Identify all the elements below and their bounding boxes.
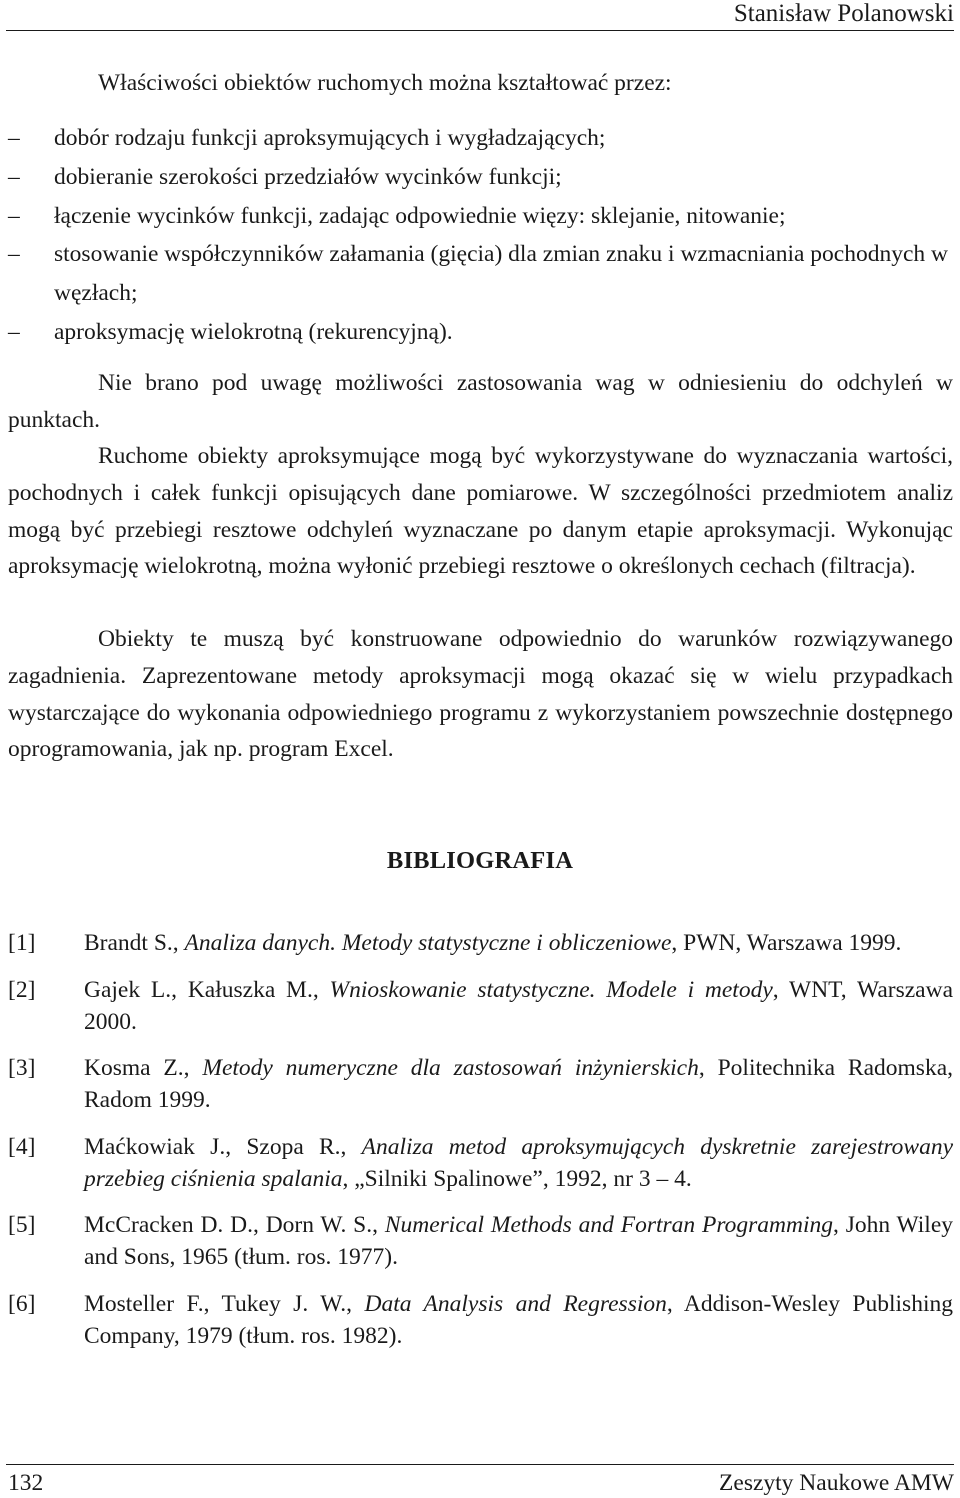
reference-authors: McCracken D. D., Dorn W. S., (84, 1212, 385, 1238)
reference-title: Analiza danych. Metody statystyczne i obliczeniowe (184, 930, 672, 956)
footer-rule (6, 1464, 954, 1465)
reference-text (84, 1209, 953, 1273)
bullet-text: stosowanie współczynników załamania (gięcia) dla zmian znaku i wzmacniania pochodnych w węzłach; (54, 241, 948, 307)
reference-authors: Brandt S., (84, 930, 185, 956)
reference-publisher: , John Wiley and Sons, 1965 (tłum. ros. 1977). (84, 1212, 954, 1270)
reference-number: [1] (8, 930, 36, 956)
header-rule (6, 30, 954, 31)
bullet-text: łączenie wycinków funkcji, zadając odpowiednie więzy: sklejanie, nitowanie; (54, 202, 786, 229)
reference-number: [6] (8, 1290, 36, 1317)
bullet-item (8, 119, 953, 158)
reference-publisher: , PWN, Warszawa 1999. (671, 930, 902, 956)
page-number: 132 (8, 1470, 44, 1496)
bullet-text: dobór rodzaju funkcji aproksymujących i wygładzających; (54, 125, 606, 151)
reference-authors: Gajek L., Kałuszka M., (84, 976, 330, 1003)
intro-sentence: Właściwości obiektów ruchomych można kształtować przez: (98, 70, 672, 96)
dash-marker: – (8, 318, 20, 345)
reference-title: Data Analysis and Regression (364, 1290, 667, 1317)
dash-marker: – (8, 125, 20, 151)
reference-publisher: , „Silniki Spalinowe”, 1992, nr 3 – 4. (342, 1165, 692, 1192)
dash-marker: – (8, 202, 20, 229)
reference-publisher: , Addison-Wesley Publishing Company, 1979 (tłum. ros. 1982). (84, 1290, 953, 1349)
reference-authors: Maćkowiak J., Szopa R., (84, 1133, 362, 1160)
reference-number: [3] (8, 1055, 36, 1081)
bibliography-entry (8, 1052, 953, 1116)
bibliography-entry (8, 927, 953, 959)
reference-publisher: , WNT, Warszawa 2000. (84, 976, 953, 1035)
reference-number: [4] (8, 1133, 36, 1160)
reference-publisher: , Politechnika Radomska, Radom 1999. (84, 1055, 953, 1113)
reference-text (84, 1052, 953, 1116)
reference-text (84, 927, 953, 959)
paragraph: Ruchome obiekty aproksymujące mogą być wykorzystywane do wyznaczania wartości, pochodnych i całek funkcji opisujących dane pomiarowe. W szczególności przedmiotem analiz mogą być przebiegi resztowe odchyleń wyznaczane po danym etapie aproksymacji. Wykonując aproksymację wielokrotną, można wyłonić przebiegi resztowe o określonych cechach (filtracja). (8, 443, 953, 580)
bullet-list (8, 119, 953, 352)
reference-text (84, 974, 953, 1038)
paragraph: Nie brano pod uwagę możliwości zastosowania wag w odniesieniu do odchyleń w punktach. (8, 370, 953, 433)
journal-name: Zeszyty Naukowe AMW (719, 1470, 954, 1496)
reference-number: [2] (8, 976, 36, 1003)
bibliography-entry (8, 1209, 953, 1273)
reference-title: Numerical Methods and Fortran Programming (384, 1212, 833, 1238)
paragraph: Obiekty te muszą być konstruowane odpowiednio do warunków rozwiązywanego zagadnienia. Zaprezentowane metody aproksymacji mogą okazać się w wielu przypadkach wystarczające do wykonania odpowiedniego programu z wykorzystaniem powszechnie dostępnego oprogramowania, jak np. program Excel. (8, 626, 953, 763)
bibliography-entry (8, 1288, 953, 1352)
reference-title: Analiza metod aproksymujących dyskretnie zarejestrowany przebieg ciśnienia spalania (84, 1133, 953, 1192)
bullet-item (8, 158, 953, 197)
bullet-item (8, 197, 953, 236)
reference-number: [5] (8, 1212, 36, 1238)
reference-authors: Kosma Z., (84, 1055, 203, 1081)
reference-text (84, 1288, 953, 1352)
bibliography-list (8, 927, 953, 1366)
dash-marker: – (8, 241, 20, 268)
header-author: Stanisław Polanowski (733, 0, 954, 27)
bullet-item (8, 313, 953, 352)
bullet-item (8, 235, 953, 313)
bullet-text: aproksymację wielokrotną (rekurencyjną). (54, 318, 453, 345)
bibliography-entry (8, 974, 953, 1038)
bullet-text: dobieranie szerokości przedziałów wycinków funkcji; (54, 163, 562, 190)
reference-title: Wnioskowanie statystyczne. Modele i metody (329, 976, 773, 1003)
dash-marker: – (8, 163, 20, 190)
bibliography-heading: BIBLIOGRAFIA (386, 847, 574, 874)
reference-text (84, 1131, 953, 1195)
bibliography-entry (8, 1131, 953, 1195)
reference-title: Metody numeryczne dla zastosowań inżynierskich (202, 1055, 699, 1081)
reference-authors: Mosteller F., Tukey J. W., (84, 1290, 365, 1317)
